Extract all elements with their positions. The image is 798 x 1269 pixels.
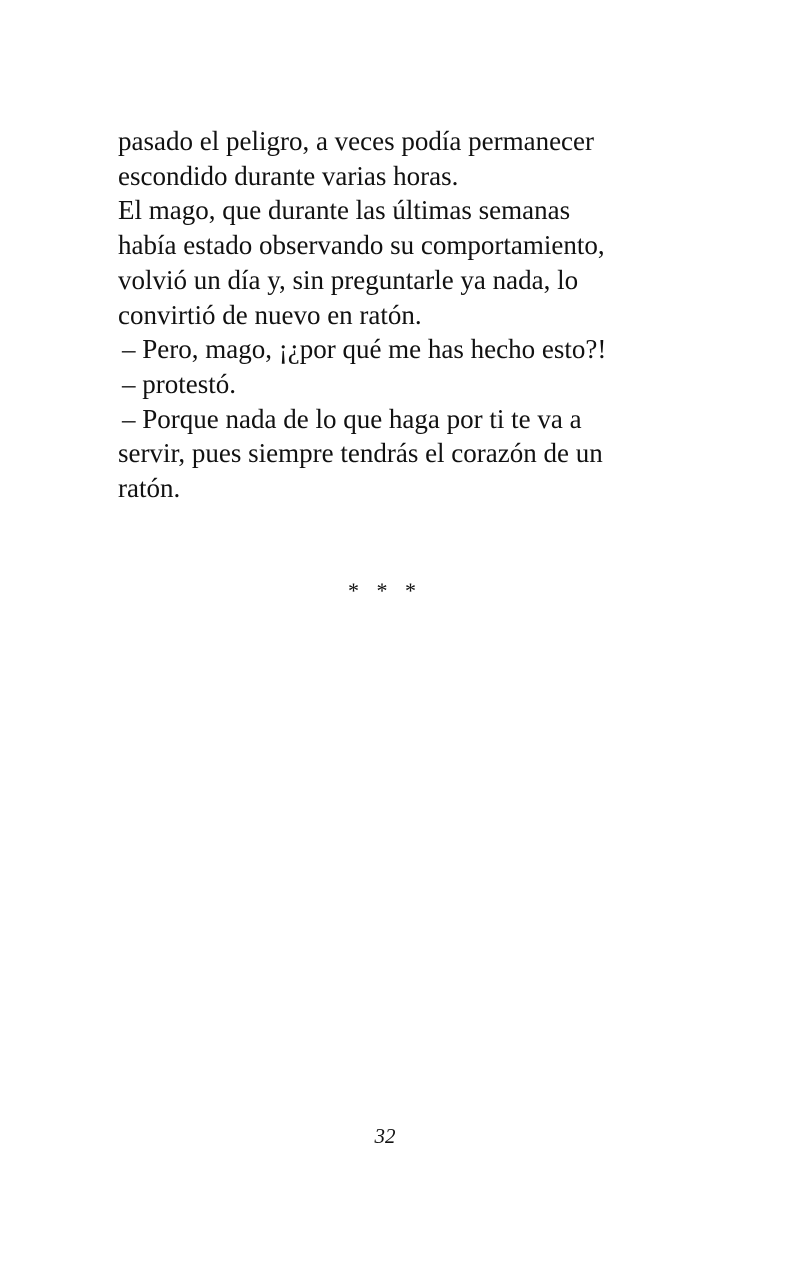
text-line: había estado observando su comportamiento,: [118, 230, 605, 261]
text-line: servir, pues siempre tendrás el corazón de un: [118, 438, 603, 469]
text-line: convirtió de nuevo en ratón.: [118, 299, 422, 330]
body-text: [118, 124, 658, 506]
text-line: volvió un día y, sin preguntarle ya nada, lo: [118, 264, 579, 295]
text-line: El mago, que durante las últimas semanas: [118, 195, 571, 226]
dialogue-line: – Pero, mago, ¡¿por qué me has hecho esto?!: [122, 334, 607, 365]
section-separator: * * *: [348, 578, 422, 603]
text-line: pasado el peligro, a veces podía permanecer: [118, 126, 595, 156]
text-line: ratón.: [118, 473, 181, 504]
dialogue-line: – Porque nada de lo que haga por ti te va a: [122, 403, 582, 434]
text-line: escondido durante varias horas.: [118, 160, 459, 191]
page-number: 32: [374, 1124, 396, 1148]
dialogue-line: – protestó.: [122, 368, 236, 399]
